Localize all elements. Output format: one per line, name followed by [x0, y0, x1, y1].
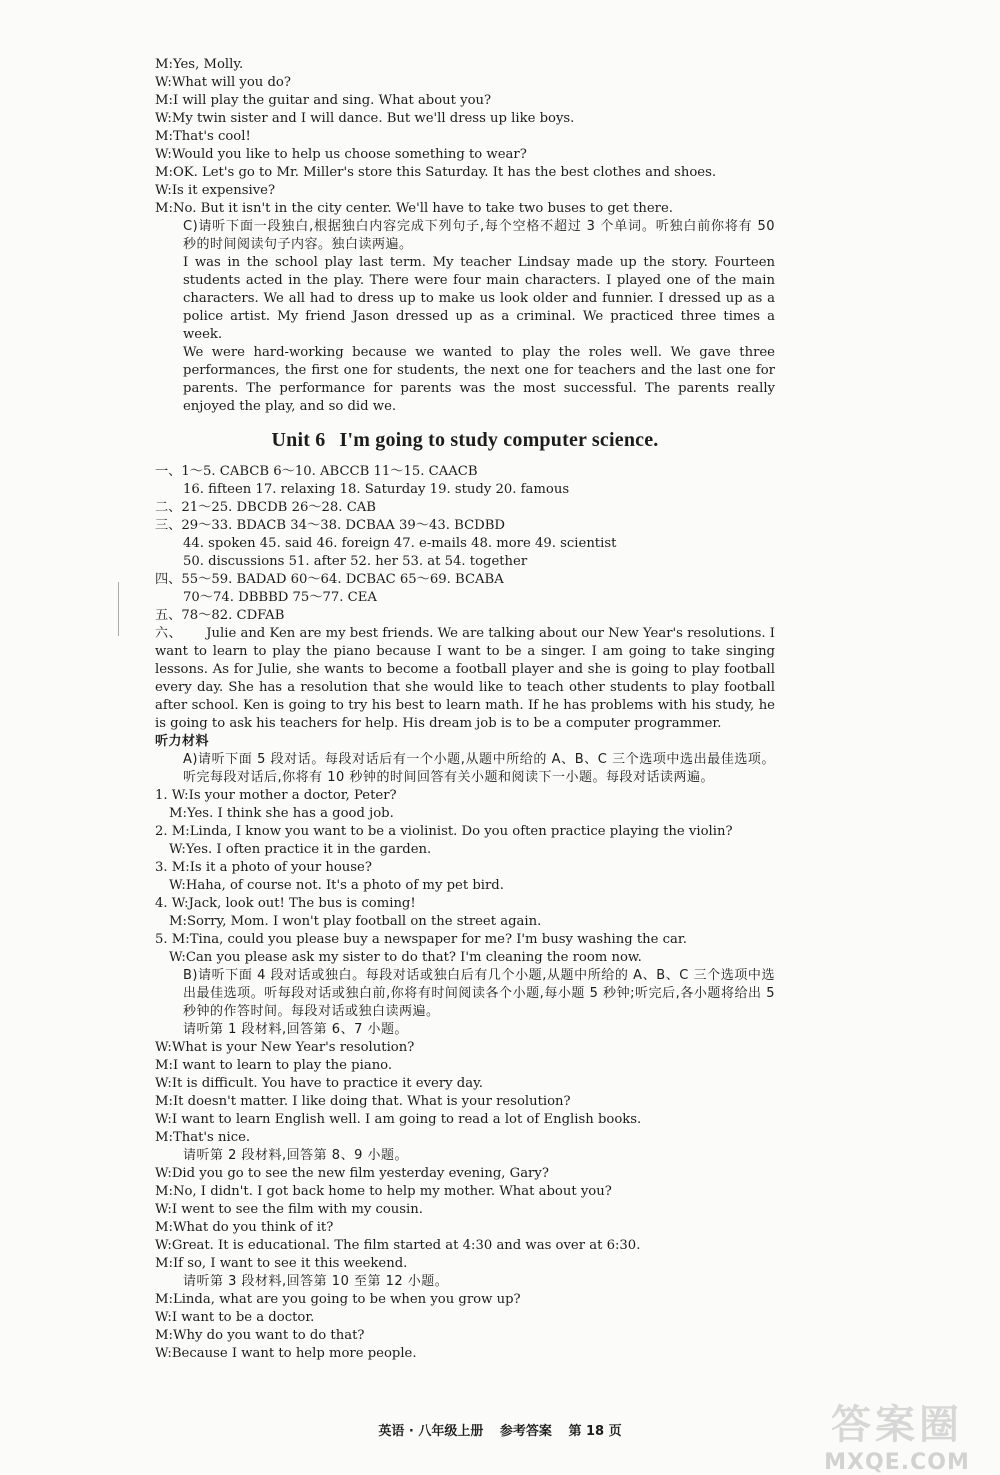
answer-line: 44. spoken 45. said 46. foreign 47. e-mails 48. more 49. scientist [183, 536, 617, 551]
unit-number: Unit 6 [271, 429, 326, 451]
question-line: 2. M:Linda, I know you want to be a violinist. Do you often practice playing the violin? [155, 824, 733, 839]
dialogue-line: M:It doesn't matter. I like doing that. What is your resolution? [155, 1094, 571, 1109]
answer-line: 三、29～33. BDACB 34～38. DCBAA 39～43. BCDBD [155, 518, 505, 533]
reply-line: M:Yes. I think she has a good job. [169, 806, 394, 821]
dialogue-line: M:Why do you want to do that? [155, 1328, 365, 1343]
dialogue-line: W:My twin sister and I will dance. But we'll dress up like boys. [155, 111, 575, 126]
essay-text: Julie and Ken are my best friends. We are talking about our New Year's resolutions. I want to learn to play the piano because I want to be a singer. I am going to take singing lessons. As for Julie, she wants to become a football player and she is going to play football every day. She has a resolution that she would like to teach other students to play football after school. Ken is going to try his best to learn math. If he has problems with his study, he is going to ask his teachers for help. His dream job is to be a computer programmer. [155, 626, 775, 731]
dialogue-line: M:I will play the guitar and sing. What about you? [155, 93, 492, 108]
dialogue-line: W:What will you do? [155, 75, 291, 90]
dialogue-line: W:Did you go to see the new film yesterday evening, Gary? [155, 1166, 549, 1181]
unit-title [155, 429, 775, 452]
question-line: 4. W:Jack, look out! The bus is coming! [155, 896, 416, 911]
essay-label: 六、 [155, 626, 183, 641]
footer-label: 参考答案 [499, 1424, 552, 1439]
footer-subject: 英语 · 八年级上册 [378, 1424, 484, 1439]
dialogue-line: M:What do you think of it? [155, 1220, 334, 1235]
answer-line: 70～74. DBBBD 75～77. CEA [183, 590, 377, 605]
section-c-instruction: C)请听下面一段独白,根据独白内容完成下列句子,每个空格不超过 3 个单词。听独白前你将有 50 秒的时间阅读句子内容。独白读两遍。 [183, 219, 775, 252]
dialogue-line: W:I went to see the film with my cousin. [155, 1202, 423, 1217]
section-b-instruction: B)请听下面 4 段对话或独白。每段对话或独白后有几个小题,从题中所给的 A、B、C 三个选项中选出最佳选项。听每段对话或独白前,你将有时间阅读各个小题,每小题 5 秒钟;听完后,各小题将给出 5 秒钟的作答时间。每段对话或独白读两遍。 [183, 968, 775, 1019]
monologue-paragraph: We were hard-working because we wanted to play the roles well. We gave three performances, the first one for students, the next one for teachers and the last one for parents. The performance for parents was the most successful. The parents really enjoyed the play, and so did we. [183, 345, 775, 414]
answer-line: 16. fifteen 17. relaxing 18. Saturday 19. study 20. famous [183, 482, 570, 497]
dialogue-line: M:No. But it isn't in the city center. We'll have to take two buses to get there. [155, 201, 673, 216]
dialogue-line: M:That's cool! [155, 129, 251, 144]
reply-line: M:Sorry, Mom. I won't play football on the street again. [169, 914, 542, 929]
answer-line: 50. discussions 51. after 52. her 53. at 54. together [183, 554, 528, 569]
unit-name: I'm going to study computer science. [339, 429, 659, 451]
watermark-logo [812, 1393, 982, 1475]
dialogue-line: M:Yes, Molly. [155, 57, 244, 72]
margin-pencil-mark [118, 582, 149, 636]
dialogue-line: M:Linda, what are you going to be when you grow up? [155, 1292, 521, 1307]
dialogue-line: M:OK. Let's go to Mr. Miller's store this Saturday. It has the best clothes and shoes. [155, 165, 717, 180]
section-a-instruction: A)请听下面 5 段对话。每段对话后有一个小题,从题中所给的 A、B、C 三个选项中选出最佳选项。听完每段对话后,你将有 10 秒钟的时间回答有关小题和阅读下一小题。每段对话读两遍。 [183, 752, 775, 785]
question-line: 1. W:Is your mother a doctor, Peter? [155, 788, 397, 803]
section-b1-intro: 请听第 1 段材料,回答第 6、7 小题。 [183, 1022, 408, 1037]
dialogue-line: W:What is your New Year's resolution? [155, 1040, 415, 1055]
dialogue-line: M:If so, I want to see it this weekend. [155, 1256, 408, 1271]
section-b3-intro: 请听第 3 段材料,回答第 10 至第 12 小题。 [183, 1274, 449, 1289]
question-line: 5. M:Tina, could you please buy a newspaper for me? I'm busy washing the car. [155, 932, 687, 947]
monologue-paragraph: I was in the school play last term. My teacher Lindsay made up the story. Fourteen students acted in the play. There were four main characters. I played one of the main characters. We all had to dress up to make us look older and funnier. I dressed up as a police artist. My friend Jason dressed up as a criminal. We practiced three times a week. [183, 255, 775, 342]
reply-line: W:Haha, of course not. It's a photo of my pet bird. [169, 878, 504, 893]
dialogue-top [155, 56, 775, 218]
listening-heading: 听力材料 [155, 734, 210, 749]
answer-key [155, 463, 775, 625]
dialogue-line: W:Would you like to help us choose something to wear? [155, 147, 527, 162]
dialogue-line: M:That's nice. [155, 1130, 251, 1145]
dialogue-line: W:Great. It is educational. The film started at 4:30 and was over at 6:30. [155, 1238, 641, 1253]
dialogue-line: W:I want to be a doctor. [155, 1310, 315, 1325]
dialogue-line: M:I want to learn to play the piano. [155, 1058, 393, 1073]
dialogue-line: W:Because I want to help more people. [155, 1346, 417, 1361]
answer-line: 二、21～25. DBCDB 26～28. CAB [155, 500, 376, 515]
question-line: 3. M:Is it a photo of your house? [155, 860, 372, 875]
reply-line: W:Yes. I often practice it in the garden. [169, 842, 432, 857]
answer-line: 一、1～5. CABCB 6～10. ABCCB 11～15. CAACB [155, 464, 478, 479]
answer-line: 四、55～59. BADAD 60～64. DCBAC 65～69. BCABA [155, 572, 504, 587]
section-a-items [155, 787, 775, 967]
essay [155, 625, 775, 733]
answer-line: 五、78～82. CDFAB [155, 608, 285, 623]
dialogue-line: W:Is it expensive? [155, 183, 276, 198]
dialogue-line: M:No, I didn't. I got back home to help my mother. What about you? [155, 1184, 612, 1199]
section-b2-intro: 请听第 2 段材料,回答第 8、9 小题。 [183, 1148, 408, 1163]
footer-page-number: 第 18 页 [568, 1424, 622, 1439]
watermark-url: MXQE.COM [824, 1450, 970, 1475]
watermark-text: 答案圈 [831, 1402, 963, 1448]
reply-line: W:Can you please ask my sister to do that? I'm cleaning the room now. [169, 950, 642, 965]
answer-page [155, 56, 775, 1363]
dialogue-line: W:I want to learn English well. I am going to read a lot of English books. [155, 1112, 642, 1127]
dialogue-line: W:It is difficult. You have to practice it every day. [155, 1076, 483, 1091]
